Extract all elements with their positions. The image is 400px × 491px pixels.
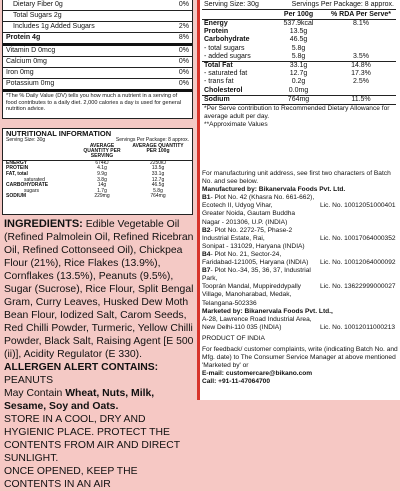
us-fact-row: Total Sugars 2g (3, 11, 192, 22)
manufacturing-unit-line: B7- Plot No.-34, 35, 36, 37, Industrial Park, (202, 267, 398, 283)
nutrition-row: CARBOHYDRATE 14g 46.5g (6, 182, 165, 189)
rda-footnote: *Per Serve contribution to Recommended Dietary Allowance for average adult per day. (202, 104, 396, 121)
us-nutrition-facts-box (2, 0, 193, 119)
manufacturing-unit-line: Tooprán Mandal, Muppireddypally Lic. No. 13622999000027 (202, 283, 398, 291)
feedback-text: For feedback/ customer complaints, write (indicating Batch No. and Mfg. date) to The Consumer Service Manager at above mentioned 'Marketed by' or (202, 345, 398, 370)
manufacturing-unit-line: Sonipat - 131029, Haryana (INDIA) (202, 243, 398, 251)
rda-row: Cholesterol 0.0mg (204, 86, 309, 94)
nutritional-information-title: NUTRITIONAL INFORMATION (6, 129, 112, 138)
nutrition-column-headers: AVERAGE QUANTITY PER SERVING AVERAGE QUANTITY PER 100g (3, 144, 192, 161)
license-number (320, 243, 398, 251)
rda-nutrition-table (202, 0, 396, 129)
us-fact-row: Calcium 0mg 0% (3, 57, 192, 68)
approximate-values-note: **Approximate Values (204, 121, 268, 129)
allergen-alert: ALLERGEN ALERT CONTAINS: PEANUTS (4, 362, 159, 386)
manufacturing-unit-line: Ecotech II, Udyog Vihar, Lic. No. 10012051000401 (202, 202, 398, 210)
license-number: Lic. No. 10017064000352 (320, 234, 396, 242)
customer-care-email: E-mail: customercare@bikano.com (202, 370, 313, 378)
unit-code: B7 (202, 267, 211, 275)
manufacturing-unit-line: Industrial Estate, Rai, Lic. No. 10017064000352 (202, 235, 398, 243)
us-fact-row: Potassium 0mg 0% (3, 79, 192, 92)
marketer-address-2: New Delhi-110 035 (INDIA) Lic. No. 10012011000213 (202, 323, 396, 331)
once-opened-instructions: ONCE OPENED, KEEP THE CONTENTS IN AN AIR (4, 466, 138, 490)
daily-value-footnote: *The % Daily Value (DV) tells you how much a nutrient in a serving of food contributes to a daily diet. 2,000 calories a day is used for general nutrition advice. (6, 93, 182, 112)
rda-row: - trans fat 0.2g 2.5% (204, 78, 369, 86)
left-label-panel (0, 0, 197, 490)
marketer-address-1: A-28, Lawrence Road Industrial Area, (202, 315, 312, 323)
manufacturer-section (202, 170, 398, 386)
nutrition-row: FAT, total 9.9g 33.1g (6, 171, 165, 177)
nutrition-row: ENERGY 674kJ 2250kJ (6, 159, 167, 166)
us-fact-row: Protein 4g 8% (3, 33, 192, 46)
rda-row: - saturated fat 12.7g 17.3% (204, 70, 371, 78)
serving-info: Serving Size: 30g Servings Per Package: 8 approx. (6, 137, 189, 143)
license-number (323, 267, 398, 283)
license-number (320, 227, 398, 235)
manufacturing-units (202, 194, 398, 307)
manufacturing-unit-line: Greater Noida, Gautam Buddha (202, 210, 398, 218)
rda-row: - total sugars 5.8g (204, 44, 306, 52)
rda-row: Sodium 764mg 11.5% (202, 95, 396, 104)
rda-row: - added sugars 5.8g 3.5% (204, 52, 369, 60)
license-number (320, 219, 398, 227)
us-fact-row: Iron 0mg 0% (3, 68, 192, 79)
manufacturing-unit-line: B4- Plot No. 21, Sector-24, (202, 251, 398, 259)
rda-row: Energy 537.9kcal 8.1% (204, 20, 369, 27)
us-facts-rows (3, 0, 192, 92)
license-number (320, 300, 398, 308)
ingredients-section (4, 218, 196, 491)
unit-code: B2 (202, 226, 211, 234)
rda-row: Carbohydrate 46.5g (204, 36, 308, 44)
license-number: Lic. No. 10012051000401 (320, 202, 396, 210)
right-label-panel (200, 0, 400, 400)
nutrition-row: SODIUM 229mg 764mg (6, 193, 166, 200)
may-contain: May Contain Wheat, Nuts, Milk, Sesame, Soy and Oats. (4, 388, 155, 412)
manufacturing-unit-line: Telangana-502336 (202, 300, 398, 308)
nutritional-information-box (2, 128, 193, 215)
manufacturing-unit-line: B1- Plot No. 42 (Khasra No. 661-662), (202, 194, 398, 202)
us-fact-row: Dietary Fiber 0g 0% (3, 0, 192, 11)
rda-row: Total Fat 33.1g 14.8% (202, 61, 396, 70)
nutrition-rows (3, 161, 192, 200)
customer-care-phone: Call: +91-11-47064700 (202, 378, 271, 386)
manufacturing-unit-line: B2- Plot No. 2272-75, Phase-2 (202, 227, 398, 235)
storage-instructions: STORE IN A COOL, DRY AND HYGIENIC PLACE. PROTECT THE CONTENTS FROM AIR AND DIRECT SUNLIGHT. (4, 414, 180, 464)
rda-row: Protein 13.5g (204, 28, 308, 36)
unit-code: B4 (202, 250, 211, 258)
manufacturing-unit-line: Village, Manoharabad, Medak, (202, 291, 398, 299)
manufacturing-unit-intro: For manufacturing unit address, see first two characters of Batch No. and see below. (202, 170, 391, 186)
manufactured-by: Manufactured by: Bikanervala Foods Pvt. Ltd. (202, 186, 346, 194)
rda-rows (202, 20, 396, 104)
nutrition-row: saturated 3.8g 12.7g (24, 176, 165, 183)
rda-serving-info: Serving Size: 30g Servings Per Package: 8 approx. (204, 1, 394, 8)
ingredients-paragraph: INGREDIENTS: Edible Vegetable Oil (Refined Palmolein Oil, Refined Ricebran Oil, Refined Cottonseed Oil), Chickpea Flour (21%), Rice Flakes (13.9%), Cornflakes (13.5%), Peanuts (9.5%), Sugar (Sucrose), Rice Flour, Split Bengal Gram, Curry Leaves, Husked Dew Moth Bean Flour, Iodized Salt, Carom Seeds, Red Chilli Powder, Turmeric, Yellow Chilli Powder, Black Salt, Raising Agent [E 500 (ii)], Acidity Regulator (E 330). (4, 218, 194, 360)
manufacturing-unit-line: Faridabad-121005, Haryana (INDIA) Lic. No. 10012064000092 (202, 259, 398, 267)
license-number (320, 210, 398, 218)
license-number: Lic. No. 10012064000092 (320, 259, 396, 267)
unit-code: B1 (202, 194, 211, 202)
license-number (320, 194, 398, 202)
marketed-by: Marketed by: Bikanervala Foods Pvt. Ltd., (202, 307, 333, 315)
license-number (320, 251, 398, 259)
license-number (320, 291, 398, 299)
rda-column-headers: Per 100g % RDA Per Serve* (202, 9, 396, 20)
license-number: Lic. No. 13622999000027 (320, 283, 396, 291)
product-of-india: PRODUCT OF INDIA (202, 334, 265, 342)
nutrition-row: PROTEIN 4.1g 13.5g (6, 165, 165, 172)
manufacturing-unit-line: Nagar - 201306, U.P. (INDIA) (202, 219, 398, 227)
nutrition-row: sugars 1.7g 5.8g (24, 187, 163, 194)
us-fact-row: Includes 1g Added Sugars 2% (3, 22, 192, 33)
us-fact-row: Vitamin D 0mcg 0% (3, 46, 192, 57)
